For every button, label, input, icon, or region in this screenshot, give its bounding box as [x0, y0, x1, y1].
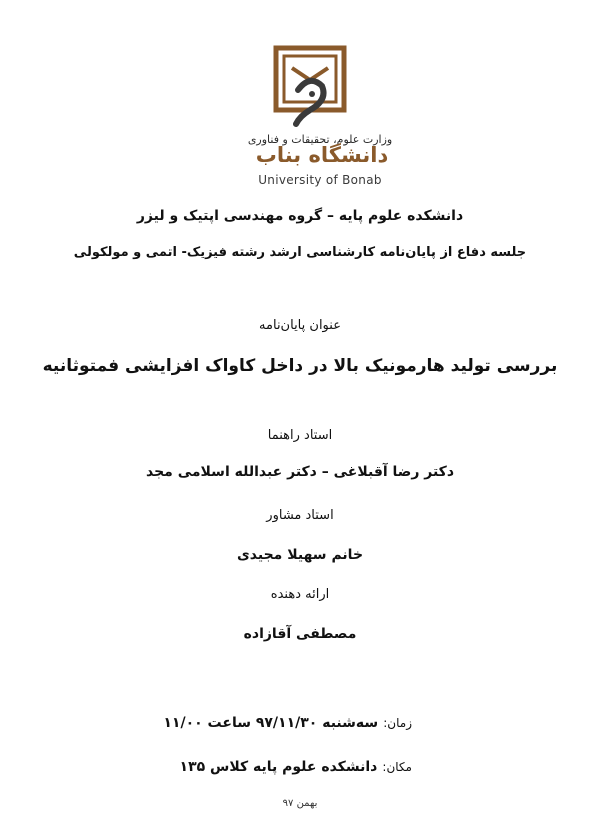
footer-date: بهمن ۹۷ — [282, 798, 318, 809]
department-line: دانشکده علوم پایه – گروه مهندسی اپتیک و لیزر — [136, 208, 464, 224]
advisor-names: دکتر رضا آقبلاغی – دکتر عبدالله اسلامی مجد — [146, 464, 454, 480]
time-value: سه‌شنبه ۹۷/۱۱/۳۰ ساعت ۱۱/۰۰ — [163, 715, 379, 731]
university-name-persian: دانشگاه بناب — [255, 143, 389, 167]
place-value: دانشکده علوم پایه کلاس ۱۳۵ — [179, 759, 378, 775]
thesis-title-label: عنوان پایان‌نامه — [259, 318, 341, 333]
consultant-name: خانم سهیلا مجیدی — [236, 547, 364, 563]
presenter-label: ارائه دهنده — [270, 587, 330, 602]
place-label: مکان: — [382, 760, 412, 774]
time-line — [163, 712, 412, 731]
thesis-title: بررسی تولید هارمونیک بالا در داخل کاواک افزایشی فمتوثانیه — [42, 356, 558, 376]
university-logo-icon — [270, 44, 350, 130]
time-label: زمان: — [383, 716, 412, 730]
advisor-label: استاد راهنما — [267, 428, 333, 443]
university-name-english: University of Bonab — [258, 173, 382, 187]
presenter-name: مصطفی آقازاده — [243, 626, 357, 642]
ministry-name: وزارت علوم، تحقیقات و فناوری — [247, 133, 393, 146]
session-line: جلسه دفاع از پایان‌نامه کارشناسی ارشد رشته فیزیک- اتمی و مولکولی — [73, 245, 527, 260]
consultant-label: استاد مشاور — [266, 508, 334, 523]
place-line — [180, 756, 412, 775]
